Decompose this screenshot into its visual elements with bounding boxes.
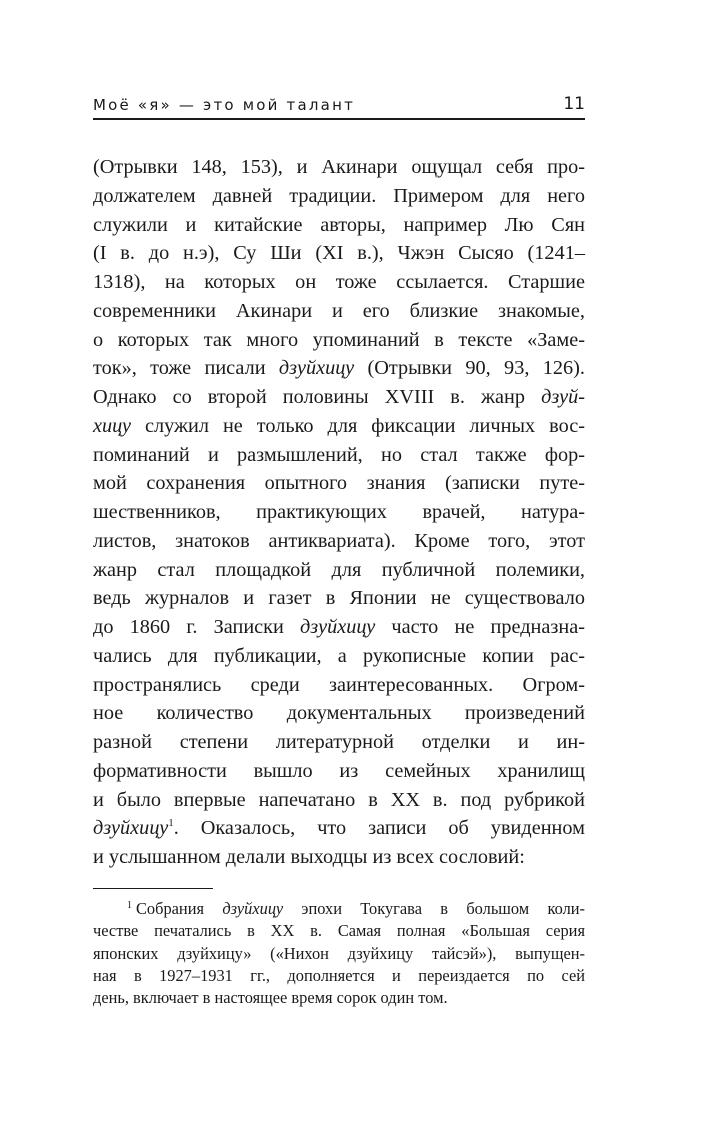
text-line [93, 211, 585, 240]
text-line [93, 584, 585, 613]
text-line [93, 469, 585, 498]
footnotes [93, 898, 585, 1009]
text-line [93, 354, 585, 383]
text-line [93, 613, 585, 642]
text-line [93, 412, 585, 441]
text-run: ведь журналов и газет в Японии не существовало [93, 587, 585, 610]
text-run: должателем давней традиции. Примером для него [93, 184, 585, 207]
text-line [93, 786, 585, 815]
page-number: 11 [563, 94, 585, 114]
text-run: пространялись среди заинтересованных. Огром- [93, 673, 585, 696]
text-run: о которых так много упоминаний в тексте «Заме- [93, 328, 585, 351]
italic-term: дзуйхицу [93, 817, 169, 840]
text-run: листов, знатоков антиквариата). Кроме того, этот [93, 529, 585, 552]
text-run: ное количество документальных произведений [93, 702, 585, 725]
footnote-marker: 1 [127, 900, 132, 911]
main-text [93, 153, 585, 872]
text-run: и услышанном делали выходцы из всех сословий: [93, 846, 525, 868]
text-line [93, 326, 585, 355]
text-run: (Отрывки 90, 93, 126). [354, 357, 585, 380]
footnote-divider [93, 888, 213, 889]
text-line [93, 153, 585, 182]
text-run: до 1860 г. Записки [93, 616, 301, 638]
text-line [93, 843, 585, 872]
text-line [93, 642, 585, 671]
text-run: эпохи Токугава в большом коли- [283, 899, 585, 918]
text-line [93, 498, 585, 527]
text-run: день, включает в настоящее время сорок один том. [93, 988, 448, 1008]
text-run: ная в 1927–1931 гг., дополняется и переиздается по сей [93, 965, 585, 985]
italic-term: дзуйхицу [222, 899, 284, 918]
text-run: честве печатались в XX в. Самая полная «Большая серия [93, 921, 585, 941]
text-line [93, 297, 585, 326]
footnote-marker: 1 [168, 817, 174, 830]
footnote-line [93, 898, 585, 920]
text-run: служил не только для фиксации личных вос- [131, 414, 585, 437]
text-run: формативности вышло из семейных хранилищ [93, 759, 585, 782]
text-run: часто не предназна- [375, 616, 585, 638]
text-run: чались для публикации, а рукописные копии рас- [93, 644, 585, 667]
text-run: мой сохранения опытного знания (записки путе- [93, 472, 585, 495]
text-run: ток», тоже писали [93, 357, 279, 380]
text-run: жанр стал площадкой для публичной полемики, [93, 558, 585, 581]
text-line [93, 268, 585, 297]
footnote-line [93, 965, 585, 987]
text-line [93, 383, 585, 412]
italic-term: хицу [93, 414, 132, 437]
text-line [93, 239, 585, 268]
text-line [93, 728, 585, 757]
text-line [93, 757, 585, 786]
italic-term: дзуй- [541, 386, 585, 408]
italic-term: дзуйхицу [278, 357, 355, 380]
text-run: . Оказалось, что записи об увиденном [173, 817, 585, 840]
text-run: Однако со второй половины XVIII в. жанр [93, 386, 542, 408]
text-line [93, 814, 585, 843]
text-run: разной степени литературной отделки и ин- [93, 731, 585, 753]
footnote-line [93, 943, 585, 965]
footnote-line [93, 987, 585, 1009]
page-header [93, 90, 585, 120]
text-run: служили и китайские авторы, например Лю Сян [93, 213, 585, 236]
text-run: шественников, практикующих врачей, натура- [93, 501, 585, 523]
text-run: (I в. до н.э), Су Ши (XI в.), Чжэн Сысяо (1241– [93, 242, 585, 265]
text-run: 1318), на которых он тоже ссылается. Старшие [93, 271, 585, 293]
text-line [93, 699, 585, 728]
text-run: поминаний и размышлений, но стал также фор- [93, 443, 585, 466]
text-line [93, 182, 585, 211]
footnote-line [93, 920, 585, 942]
text-run: (Отрывки 148, 153), и Акинари ощущал себя про- [93, 156, 585, 178]
text-line [93, 441, 585, 470]
text-line [93, 527, 585, 556]
text-line [93, 671, 585, 700]
text-run: Собрания [136, 899, 223, 918]
italic-term: дзуйхицу [300, 616, 376, 638]
text-run: современники Акинари и его близкие знакомые, [93, 299, 585, 322]
text-line [93, 556, 585, 585]
text-run: японских дзуйхицу» («Нихон дзуйхицу тайсэй»), выпущен- [93, 943, 585, 963]
running-title: Моё «я» — это мой талант [93, 96, 356, 114]
text-run: и было впервые напечатано в XX в. под рубрикой [93, 788, 585, 811]
